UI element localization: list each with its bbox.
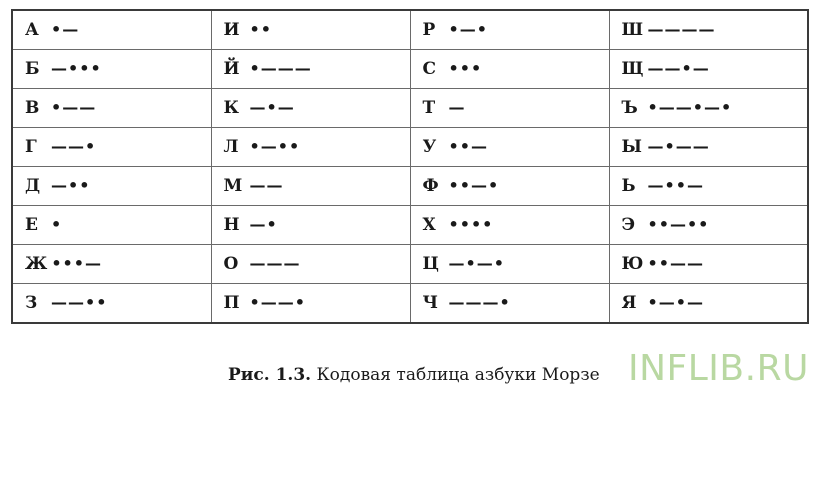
cell-morse-code: —••	[51, 176, 91, 195]
cell-morse-code: •———	[249, 59, 312, 78]
cell-morse-code: •	[51, 215, 63, 234]
table-cell	[410, 89, 609, 128]
cell-letter: Ь	[621, 176, 636, 196]
cell-morse-code: •——•—•	[647, 98, 733, 117]
cell-morse-code: —•——	[647, 137, 710, 156]
cell-letter: Й	[223, 59, 240, 79]
table-cell	[211, 206, 410, 245]
caption-text: Кодовая таблица азбуки Морзе	[316, 365, 600, 385]
table-row	[12, 245, 808, 284]
cell-letter: З	[25, 293, 38, 313]
table-cell	[12, 128, 211, 167]
table-cell	[609, 167, 808, 206]
table-row	[12, 50, 808, 89]
cell-morse-code: —•—•	[448, 254, 505, 273]
table-cell	[410, 245, 609, 284]
cell-morse-code: ————	[647, 20, 716, 39]
cell-letter: К	[223, 98, 239, 118]
cell-letter: Ш	[621, 20, 644, 40]
cell-letter: Щ	[621, 59, 644, 79]
table-cell	[12, 284, 211, 324]
cell-letter: В	[25, 98, 40, 118]
cell-morse-code: •••—	[51, 254, 102, 273]
table-cell	[410, 50, 609, 89]
cell-letter: П	[223, 293, 240, 313]
cell-morse-code: ••••	[448, 215, 494, 234]
table-cell	[609, 284, 808, 324]
cell-morse-code: ••——	[647, 254, 704, 273]
table-cell	[609, 89, 808, 128]
cell-morse-code: ••—••	[647, 215, 710, 234]
table-row	[12, 10, 808, 50]
cell-letter: Ю	[621, 254, 644, 274]
table-cell	[12, 10, 211, 50]
cell-letter: О	[223, 254, 239, 274]
cell-letter: С	[422, 59, 437, 79]
table-row	[12, 128, 808, 167]
site-watermark: INFLIB.RU	[628, 348, 809, 389]
cell-letter: Я	[621, 293, 637, 313]
cell-morse-code: •—•—	[647, 293, 704, 312]
table-cell	[609, 128, 808, 167]
table-row	[12, 167, 808, 206]
cell-morse-code: ••	[249, 20, 272, 39]
table-cell	[609, 50, 808, 89]
table-cell	[410, 10, 609, 50]
table-cell	[609, 245, 808, 284]
cell-morse-code: •——	[51, 98, 97, 117]
table-cell	[410, 284, 609, 324]
figure-caption	[228, 365, 600, 385]
table-cell	[609, 10, 808, 50]
cell-letter: У	[422, 137, 437, 157]
cell-letter: М	[223, 176, 243, 196]
table-cell	[211, 245, 410, 284]
cell-morse-code: —•—	[249, 98, 295, 117]
cell-morse-code: •—••	[249, 137, 301, 156]
cell-letter: Ф	[422, 176, 439, 196]
table-cell	[410, 128, 609, 167]
table-cell	[211, 50, 410, 89]
cell-morse-code: ———	[249, 254, 301, 273]
cell-morse-code: •—•	[448, 20, 488, 39]
cell-morse-code: ——	[249, 176, 284, 195]
cell-morse-code: —•••	[51, 59, 102, 78]
cell-letter: Е	[25, 215, 38, 235]
caption-label: Рис. 1.3.	[228, 365, 312, 385]
cell-morse-code: —••—	[647, 176, 704, 195]
cell-morse-code: ••—•	[448, 176, 500, 195]
cell-letter: Ы	[621, 137, 642, 157]
cell-letter: Р	[422, 20, 436, 40]
cell-letter: Ж	[25, 254, 48, 274]
cell-morse-code: ——••	[51, 293, 108, 312]
table-cell	[12, 245, 211, 284]
cell-letter: Н	[223, 215, 240, 235]
table-cell	[609, 206, 808, 245]
table-cell	[211, 167, 410, 206]
cell-morse-code: ———•	[448, 293, 511, 312]
table-row	[12, 89, 808, 128]
cell-morse-code: ••—	[448, 137, 488, 156]
table-cell	[12, 50, 211, 89]
table-cell	[410, 206, 609, 245]
table-cell	[211, 128, 410, 167]
table-cell	[211, 10, 410, 50]
table-row	[12, 206, 808, 245]
cell-letter: Э	[621, 215, 636, 235]
table-cell	[211, 284, 410, 324]
cell-morse-code: ——•	[51, 137, 97, 156]
cell-letter: И	[223, 20, 240, 40]
cell-letter: Ц	[422, 254, 439, 274]
table-row	[12, 284, 808, 324]
cell-letter: Х	[422, 215, 436, 235]
morse-code-table	[11, 9, 809, 324]
cell-letter: Т	[422, 98, 436, 118]
table-cell	[12, 167, 211, 206]
cell-letter: Л	[223, 137, 239, 157]
table-cell	[12, 206, 211, 245]
cell-letter: Б	[25, 59, 40, 79]
table-cell	[211, 89, 410, 128]
cell-morse-code: •—	[51, 20, 80, 39]
cell-letter: А	[25, 20, 39, 40]
cell-morse-code: ——•—	[647, 59, 710, 78]
cell-letter: Г	[25, 137, 37, 157]
cell-morse-code: —•	[249, 215, 278, 234]
cell-morse-code: •••	[448, 59, 483, 78]
cell-letter: Д	[25, 176, 41, 196]
cell-letter: Ъ	[621, 98, 638, 118]
table-cell	[12, 89, 211, 128]
morse-table-body	[12, 10, 808, 323]
cell-letter: Ч	[422, 293, 439, 313]
cell-morse-code: •——•	[249, 293, 306, 312]
table-cell	[410, 167, 609, 206]
cell-morse-code: —	[448, 98, 466, 117]
